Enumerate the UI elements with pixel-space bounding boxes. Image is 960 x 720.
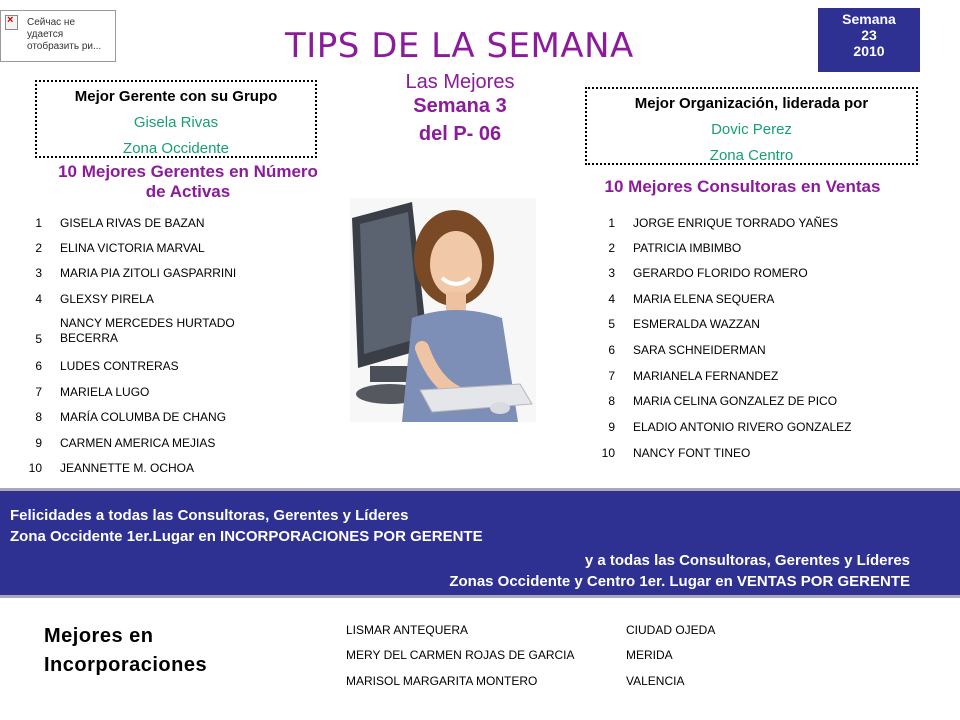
best-organization-box (585, 87, 918, 165)
rank: 5 (35, 332, 42, 346)
broken-image-placeholder (0, 10, 116, 62)
rank: 6 (608, 343, 615, 357)
rank: 1 (35, 216, 42, 230)
center-heading-line1: Las Mejores (405, 71, 515, 93)
center-heading-line3: del P- 06 (418, 123, 502, 145)
incorporations-title-line2: Incorporaciones (44, 654, 208, 676)
incorporation-name: LISMAR ANTEQUERA (346, 623, 469, 637)
consultant-name: ESMERALDA WAZZAN (633, 317, 760, 331)
manager-name: GISELA RIVAS DE BAZAN (60, 216, 205, 230)
week-number: 23 (861, 27, 877, 43)
rank: 4 (608, 292, 615, 306)
best-org-name: Dovic Perez (711, 121, 792, 138)
rank: 1 (608, 216, 615, 230)
week-badge (818, 8, 920, 72)
best-org-title: Mejor Organización, liderada por (634, 95, 869, 112)
manager-name: ELINA VICTORIA MARVAL (60, 241, 205, 255)
consultant-name: MARIANELA FERNANDEZ (633, 369, 779, 383)
best-manager-title: Mejor Gerente con su Grupo (74, 88, 278, 105)
incorporations-title-line1: Mejores en (44, 625, 154, 647)
manager-name: MARIELA LUGO (60, 385, 150, 399)
manager-name: GLEXSY PIRELA (60, 292, 154, 306)
banner-line3: y a todas las Consultoras, Gerentes y Líderes (584, 552, 910, 569)
incorporation-name: MARISOL MARGARITA MONTERO (346, 674, 538, 688)
rank: 2 (608, 241, 615, 255)
image-placeholder-text: Сейчас не удается отобразить ри... (27, 17, 102, 52)
rank: 8 (35, 410, 42, 424)
incorporation-city: CIUDAD OJEDA (626, 623, 716, 637)
manager-name: LUDES CONTRERAS (60, 359, 179, 373)
center-heading-line2: Semana 3 (413, 95, 507, 117)
rank: 5 (608, 317, 615, 331)
week-label: Semana (842, 11, 896, 27)
rank: 6 (35, 359, 42, 373)
rank: 10 (601, 446, 615, 460)
banner-line2: Zona Occidente 1er.Lugar en INCORPORACIONES POR GERENTE (10, 528, 483, 545)
manager-name: MARÍA COLUMBA DE CHANG (60, 410, 227, 424)
incorporation-city: MERIDA (626, 648, 673, 662)
week-year: 2010 (853, 43, 885, 59)
consultant-name: ELADIO ANTONIO RIVERO GONZALEZ (633, 420, 852, 434)
managers-section-title: 10 Mejores Gerentes en Número de Activas (58, 162, 318, 201)
rank: 9 (608, 420, 615, 434)
manager-name: JEANNETTE M. OCHOA (60, 461, 195, 475)
consultant-name: MARIA ELENA SEQUERA (633, 292, 775, 306)
consultants-section-title: 10 Mejores Consultoras en Ventas (604, 177, 881, 196)
best-manager-box (35, 80, 317, 158)
manager-name: NANCY MERCEDES HURTADO BECERRA (60, 316, 235, 345)
rank: 4 (35, 292, 42, 306)
woman-at-computer-photo (350, 198, 536, 422)
manager-name: MARIA PIA ZITOLI GASPARRINI (60, 266, 237, 280)
rank: 7 (35, 385, 42, 399)
center-heading (380, 70, 540, 146)
consultant-name: PATRICIA IMBIMBO (633, 241, 742, 255)
rank: 9 (35, 436, 42, 450)
best-org-zone: Zona Centro (709, 147, 794, 164)
rank: 10 (28, 461, 42, 475)
consultant-name: JORGE ENRIQUE TORRADO YAÑES (633, 216, 839, 230)
consultant-name: SARA SCHNEIDERMAN (633, 343, 766, 357)
incorporation-city: VALENCIA (626, 674, 685, 688)
manager-name: CARMEN AMERICA MEJIAS (60, 436, 216, 450)
best-manager-name: Gisela Rivas (133, 114, 219, 131)
consultant-name: MARIA CELINA GONZALEZ DE PICO (633, 394, 838, 408)
rank: 8 (608, 394, 615, 408)
rank: 3 (35, 266, 42, 280)
banner-line1: Felicidades a todas las Consultoras, Gerentes y Líderes (10, 507, 409, 524)
broken-image-icon (5, 15, 18, 30)
incorporations-title (44, 622, 207, 680)
banner-line4: Zonas Occidente y Centro 1er. Lugar en VENTAS POR GERENTE (449, 573, 910, 590)
incorporation-name: MERY DEL CARMEN ROJAS DE GARCIA (346, 648, 575, 662)
page-title: TIPS DE LA SEMANA (285, 26, 634, 66)
consultant-name: NANCY FONT TINEO (633, 446, 751, 460)
rank: 3 (608, 266, 615, 280)
consultant-name: GERARDO FLORIDO ROMERO (633, 266, 808, 280)
congratulations-banner (0, 488, 960, 598)
rank: 2 (35, 241, 42, 255)
best-manager-zone: Zona Occidente (123, 140, 229, 157)
rank: 7 (608, 369, 615, 383)
